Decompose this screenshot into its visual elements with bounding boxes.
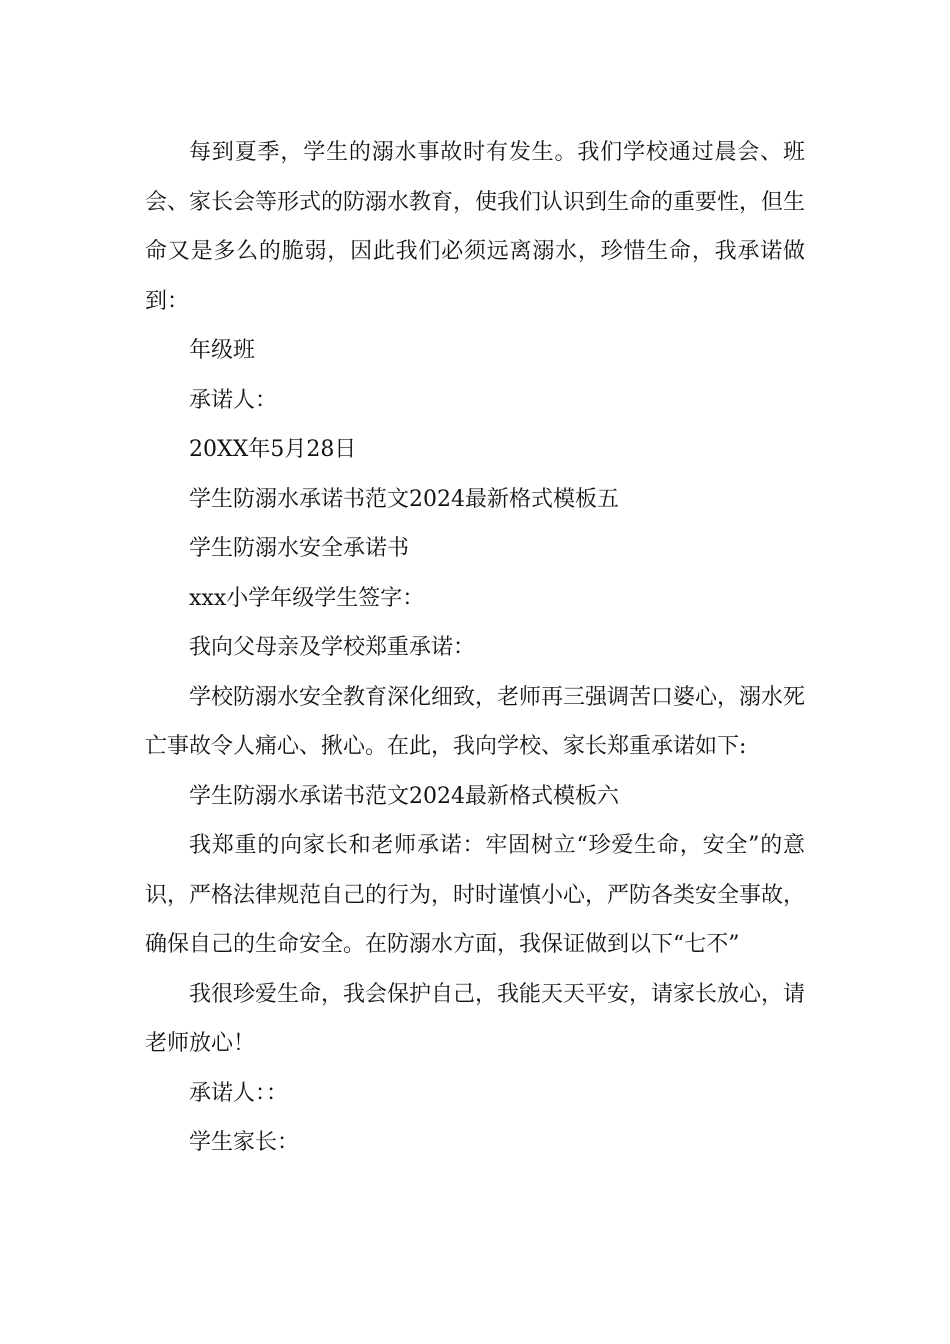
document-body xyxy=(145,128,805,1168)
paragraph-template-six-title: 学生防溺水承诺书范文2024最新格式模板六 xyxy=(189,783,619,809)
paragraph-date: 20XX年5月28日 xyxy=(189,437,357,462)
paragraph-pledge-to-parents: 我向父母亲及学校郑重承诺： xyxy=(189,635,476,660)
paragraph-student-signature: xxx小学年级学生签字： xyxy=(189,585,425,611)
paragraph-cherish-life: 我很珍爱生命，我会保护自己，我能天天平安，请家长放心，请老师放心！ xyxy=(145,981,806,1056)
paragraph-safety-pledge-title: 学生防溺水安全承诺书 xyxy=(189,536,410,561)
paragraph-parent-signature: 学生家长： xyxy=(189,1130,300,1155)
paragraph-promiser-signature: 承诺人：： xyxy=(189,1080,289,1106)
paragraph-template-five-title: 学生防溺水承诺书范文2024最新格式模板五 xyxy=(189,486,619,512)
paragraph-grade-class: 年级班 xyxy=(189,338,256,363)
paragraph-intro: 每到夏季，学生的溺水事故时有发生。我们学校通过晨会、班会、家长会等形式的防溺水教育，使我们认识到生命的重要性，但生命又是多么的脆弱，因此我们必须远离溺水，珍惜生命，我承诺做到： xyxy=(145,140,806,314)
paragraph-school-education: 学校防溺水安全教育深化细致，老师再三强调苦口婆心，溺水死亡事故令人痛心、揪心。在此，我向学校、家长郑重承诺如下: xyxy=(145,684,806,759)
paragraph-promiser: 承诺人： xyxy=(189,387,278,413)
paragraph-solemn-pledge: 我郑重的向家长和老师承诺：牢固树立“珍爱生命，安全”的意识，严格法律规范自己的行为，时时谨慎小心，严防各类安全事故，确保自己的生命安全。在防溺水方面，我保证做到以下“七不” xyxy=(145,833,806,957)
